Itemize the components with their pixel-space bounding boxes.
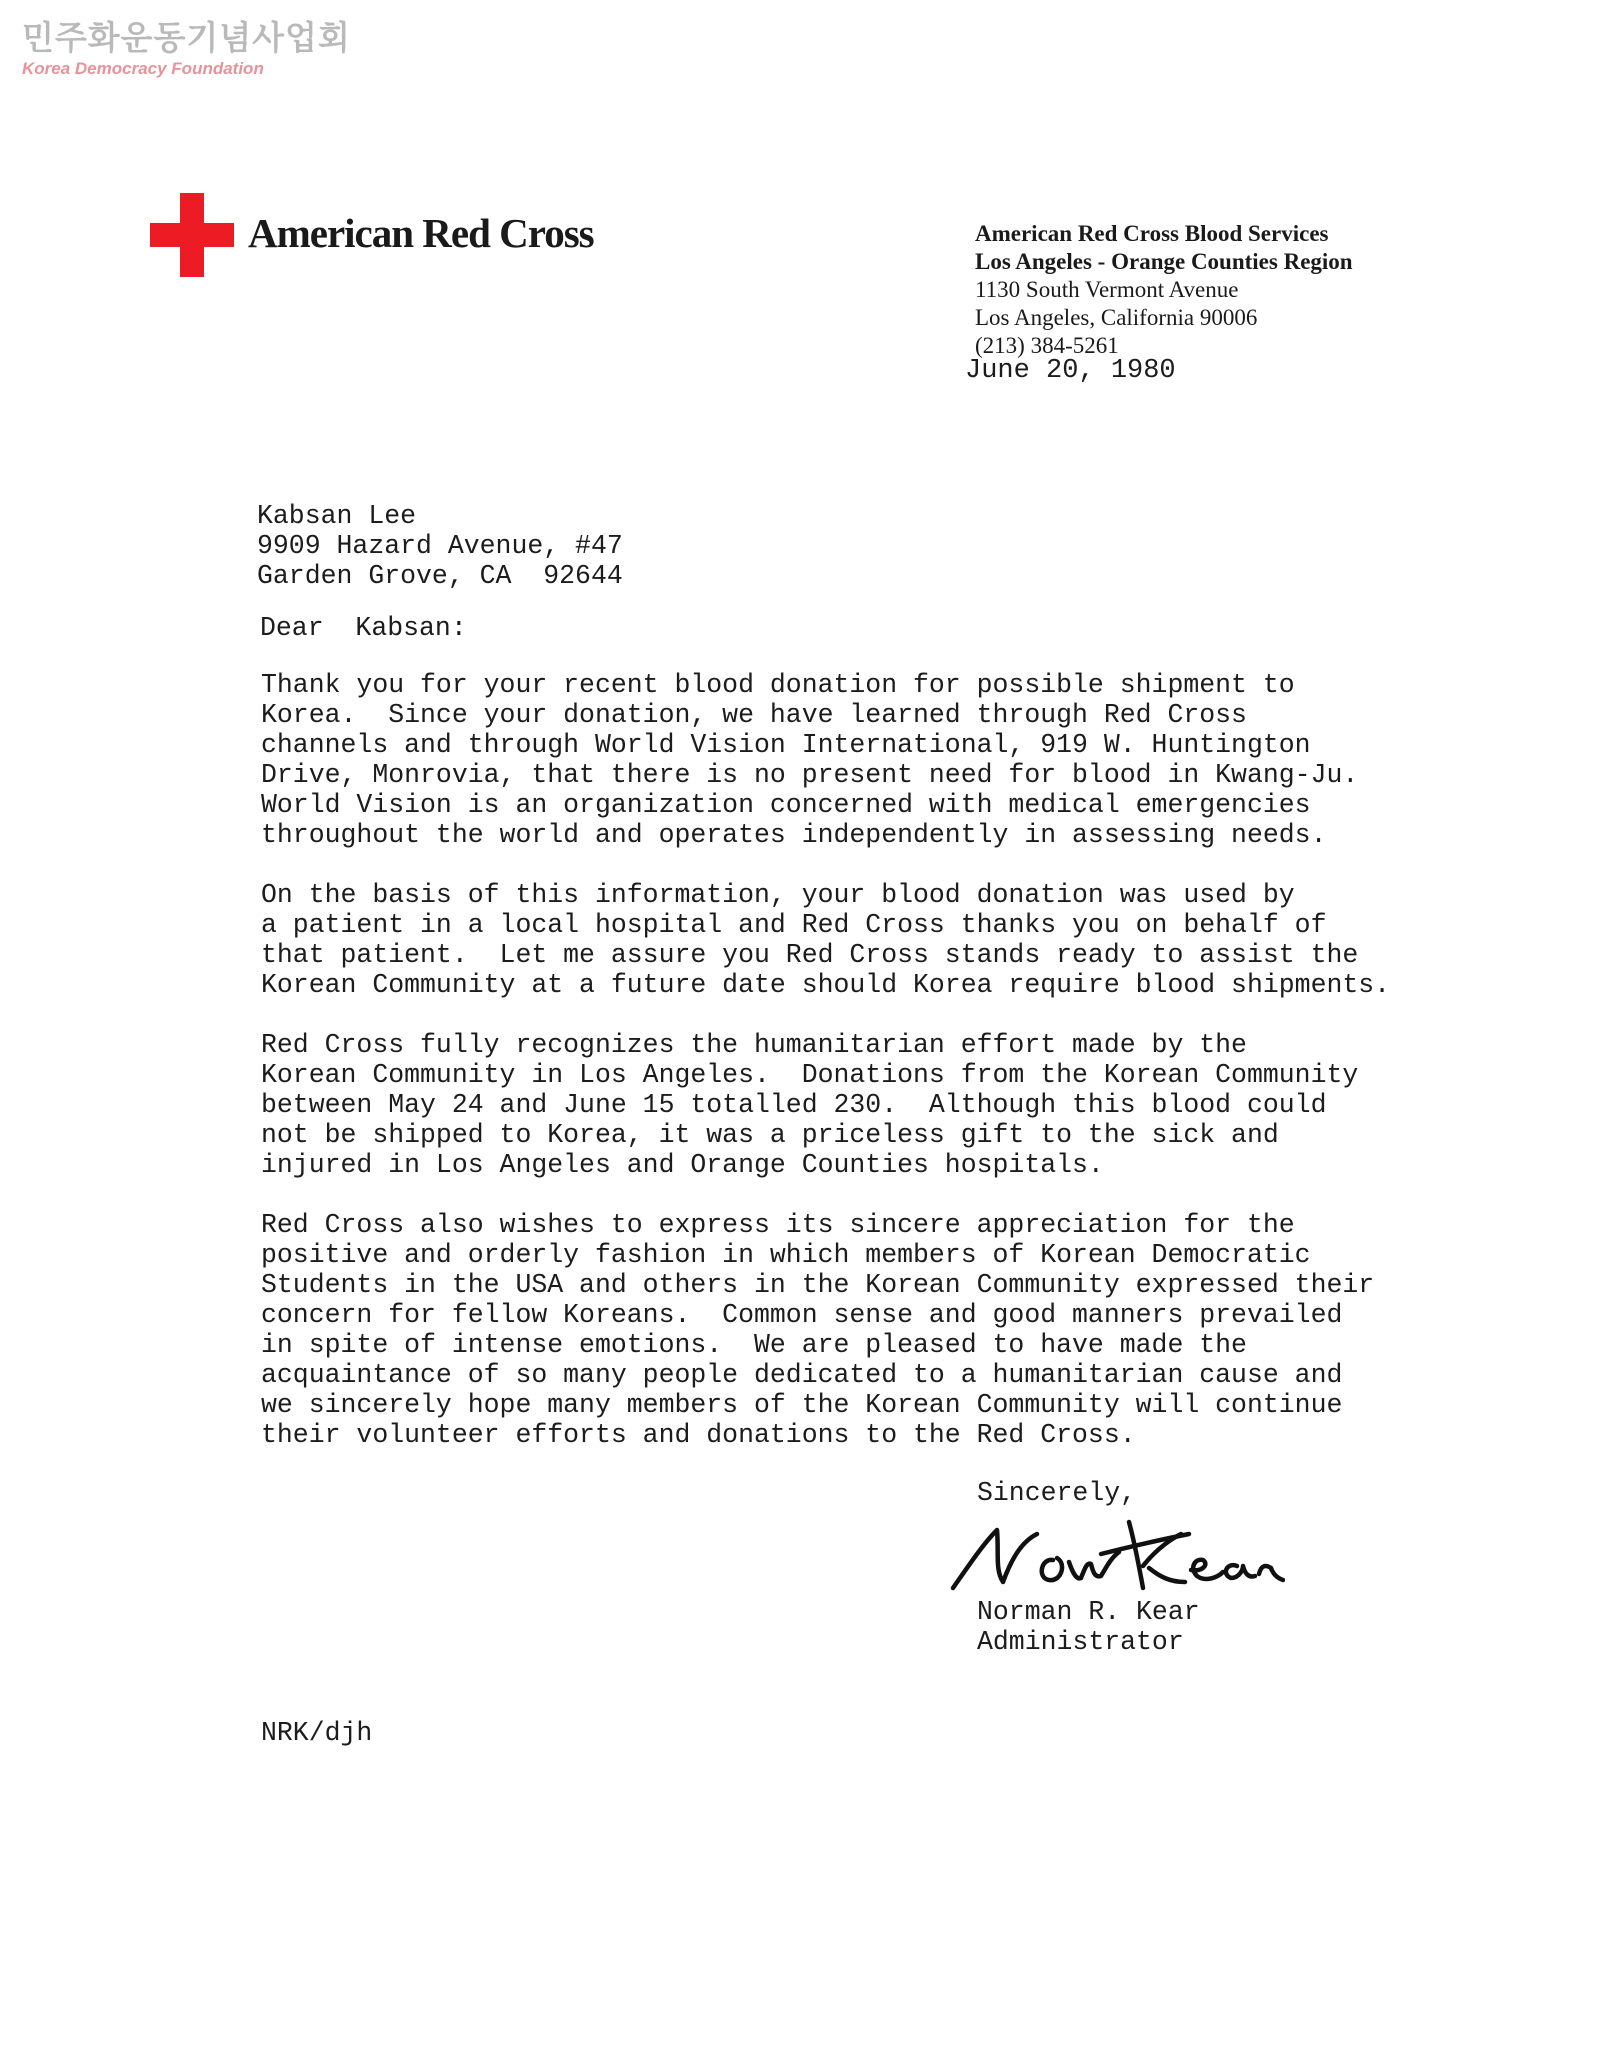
paragraph-1: Thank you for your recent blood donation for possible shipment to Korea. Since your donation, we have learned through Red Cross channels and through World Vision International, 919 W. Huntington Drive, Monrovia, that there is no present need for blood in Kwang-Ju. World Vision is an organization concerned with medical emergencies throughout the world and operates independently in assessing needs.	[261, 670, 1359, 850]
signature	[945, 1508, 1285, 1603]
letterhead-phone: (213) 384-5261	[975, 333, 1119, 358]
letterhead-address	[975, 220, 1353, 360]
signature-scribble	[945, 1508, 1285, 1598]
letter-body	[261, 670, 1390, 1480]
letter-date: June 20, 1980	[965, 356, 1176, 386]
signer-name: Norman R. Kear	[977, 1597, 1200, 1627]
letterhead-city: Los Angeles, California 90006	[975, 305, 1258, 330]
recipient-city: Garden Grove, CA 92644	[257, 561, 623, 591]
signer-block	[977, 1597, 1200, 1657]
recipient-street: 9909 Hazard Avenue, #47	[257, 531, 623, 561]
salutation: Dear Kabsan:	[260, 613, 467, 643]
closing: Sincerely,	[977, 1478, 1137, 1508]
recipient-name: Kabsan Lee	[257, 501, 417, 531]
paragraph-3: Red Cross fully recognizes the humanitarian effort made by the Korean Community in Los Angeles. Donations from the Korean Community between May 24 and June 15 totalled 230. Although this blood could not be shipped to Korea, it was a priceless gift to the sick and injured in Los Angeles and Orange Counties hospitals.	[261, 1030, 1359, 1180]
paragraph-2: On the basis of this information, your blood donation was used by a patient in a local hospital and Red Cross thanks you on behalf of that patient. Let me assure you Red Cross stands ready to assist the Korean Community at a future date should Korea require blood shipments.	[261, 880, 1391, 1000]
signer-title: Administrator	[977, 1627, 1184, 1657]
letterhead-org: American Red Cross Blood Services	[975, 221, 1329, 246]
watermark-english: Korea Democracy Foundation	[22, 59, 264, 78]
recipient-address	[257, 501, 623, 591]
letterhead-region: Los Angeles - Orange Counties Region	[975, 249, 1353, 274]
red-cross-icon-bar	[150, 223, 234, 247]
reference-initials: NRK/djh	[261, 1718, 373, 1748]
watermark	[22, 18, 351, 80]
logo-text: American Red Cross	[248, 210, 594, 256]
letterhead-street: 1130 South Vermont Avenue	[975, 277, 1239, 302]
watermark-korean: 민주화운동기념사업회	[22, 18, 351, 57]
paragraph-4: Red Cross also wishes to express its sincere appreciation for the positive and orderly fashion in which members of Korean Democratic Students in the USA and others in the Korean Community expressed their concern for fellow Koreans. Common sense and good manners prevailed in spite of intense emotions. We are pleased to have made the acquaintance of so many people dedicated to a humanitarian cause and we sincerely hope many members of the Korean Community will continue their volunteer efforts and donations to the Red Cross.	[261, 1210, 1375, 1450]
